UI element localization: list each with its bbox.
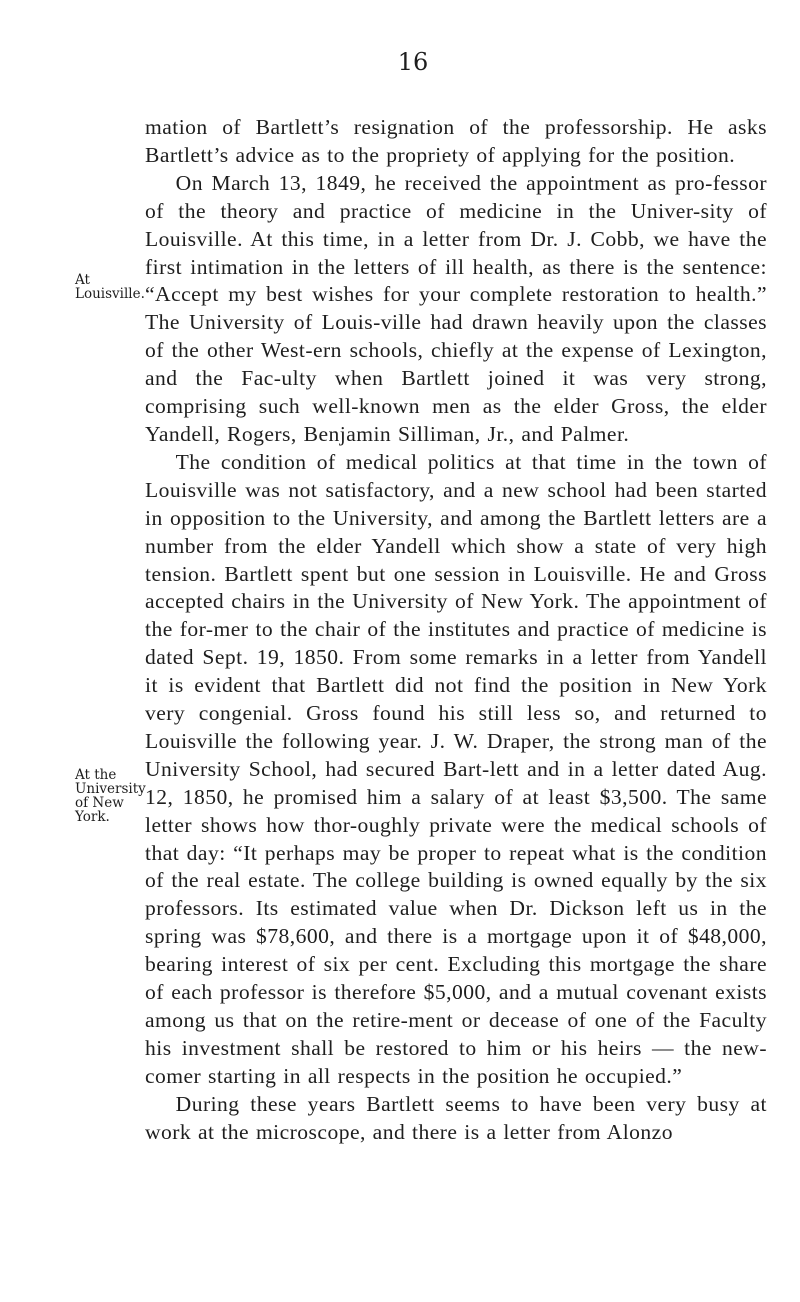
paragraph: During these years Bartlett seems to have been very busy at work at the microscope, and there is a letter from Alonzo: [145, 1091, 767, 1144]
margin-note-new-york: At the University of New York.: [75, 767, 146, 825]
body-text: [145, 114, 767, 1147]
paragraph: On March 13, 1849, he received the appointment as pro-fessor of the theory and practice of medicine in the Univer-sity of Louisville. At this time, in a letter from Dr. J. Cobb, we have the first intimation in the letters of ill health, as there is the sentence: “Accept my best wishes for your complete restoration to health.” The University of Louis-ville had drawn heavily upon the classes of the other West-ern schools, chiefly at the expense of Lexington, and the Fac-ulty when Bartlett joined it was very strong, comprising such well-known men as the elder Gross, the elder Yandell, Rogers, Benjamin Silliman, Jr., and Palmer.: [145, 170, 767, 446]
paragraph: The condition of medical politics at that time in the town of Louisville was not satisfactory, and a new school had been started in opposition to the University, and among the Bartlett letters are a number from the elder Yandell which show a state of very high tension. Bartlett spent but one session in Louisville. He and Gross accepted chairs in the University of New York. The appointment of the for-mer to the chair of the institutes and practice of medicine is dated Sept. 19, 1850. From some remarks in a letter from Yandell it is evident that Bartlett did not find the position in New York very congenial. Gross found his still less so, and returned to Louisville the following year. J. W. Draper, the strong man of the University School, had secured Bart-lett and in a letter dated Aug. 12, 1850, he promised him a salary of at least $3,500. The same letter shows how thor-oughly private were the medical schools of that day: “It perhaps may be proper to repeat what is the condition of the real estate. The college building is owned equally by the six professors. Its estimated value when Dr. Dickson left us in the spring was $78,600, and there is a mortgage upon it of $48,000, bearing interest of six per cent. Excluding this mortgage the share of each professor is therefore $5,000, and a mutual covenant exists among us that on the retire-ment or decease of one of the Faculty his investment shall be restored to him or his heirs — the new-comer starting in all respects in the position he occupied.”: [145, 449, 767, 1088]
page-number: 16: [397, 48, 429, 76]
paragraph: mation of Bartlett’s resignation of the professorship. He asks Bartlett’s advice as to the propriety of applying for the position.: [145, 115, 767, 167]
margin-note-louisville: At Louisville.: [75, 272, 145, 302]
